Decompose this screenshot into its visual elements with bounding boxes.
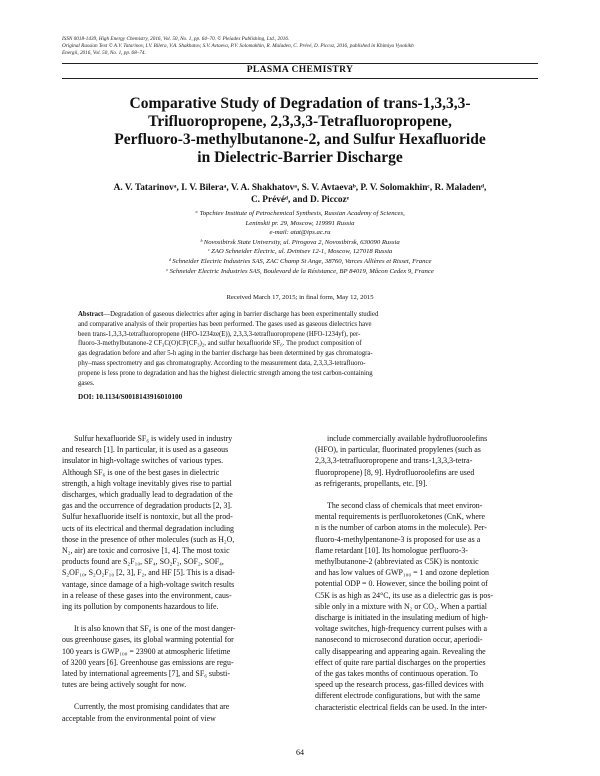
title-line: in Dielectric-Barrier Discharge — [197, 149, 403, 166]
body-text-line: Sulfur hexafluoride SF₆ is widely used in industry — [74, 434, 233, 443]
header-line: Original Russian Text © A.V. Tatarinov, I.V. Bilera, V.A. Shakhatov, S.V. Avtaeva, P.V. Solomakhin, R. Maladen, C. Prévé, D. Piccoz, 2016, published in Khimiya Vysokikh — [62, 43, 414, 49]
affiliation-line: Leninskii pr. 29, Moscow, 119991 Russia — [245, 219, 355, 227]
body-text-line: The second class of chemicals that meet environ- — [327, 501, 483, 511]
affiliation-email: e-mail: atat@ips.ac.ru — [269, 229, 331, 237]
body-text-line: ing its pollution by components hazardous to life. — [62, 602, 219, 612]
body-text-line: cally disappearing and appearing again. Revealing the — [315, 646, 486, 656]
affiliation-line: ᵈ Schneider Electric Industries SAS, ZAC Champ St Ange, 38760, Varces Allières et Risset, France — [168, 257, 432, 265]
affiliation-line: ᶜ ZAO Schneider Electric, ul. Dvintsev 12-1, Moscow, 127018 Russia — [207, 248, 393, 256]
body-text-line: methylbutanone-2 (abbreviated as C5K) is nontoxic — [315, 557, 479, 567]
abstract-line: been trans-1,3,3,3-tetrafluoropropene (HFO-1234ze(E)), 2,3,3,3-tetrafluoropropene (HFO-1234yf), per- — [78, 330, 361, 338]
paragraph-gap — [62, 690, 280, 701]
body-text-line: vantage, since damage of a high-voltage switch results — [62, 579, 235, 589]
doi: DOI: 10.1134/S0018143916010100 — [78, 393, 183, 401]
author-list — [62, 182, 538, 206]
body-text-line: include commercially available hydrofluoroolefins — [327, 434, 488, 443]
body-text-line: as refrigerants, propellants, etc. [9]. — [315, 478, 428, 488]
body-column-left — [62, 433, 280, 724]
author-line: A. V. Tatarinovᵃ, I. V. Bileraᵃ, V. A. Shakhatovᵃ, S. V. Avtaevaᵇ, P. V. Solomakhinᶜ, R. Maladenᵈ, — [113, 183, 487, 193]
body-text-line: 2,3,3,3-tetrafluoropropene and trans-1,3,3,3-tetra- — [315, 456, 473, 466]
body-text-line: 100 years is GWP₁₀₀ = 23900 at atmospheric lifetime — [62, 646, 231, 656]
abstract-label: Abstract — [78, 311, 104, 318]
body-text-line: those in the presence of other molecules (such as H₂O, — [62, 534, 235, 544]
body-text-line: nanosecond to microsecond duration occur, aperiodi- — [315, 635, 483, 645]
affiliations — [62, 209, 538, 276]
body-text-line: discharges, which gradually lead to degradation of the — [62, 490, 233, 500]
title-line: Perfluoro-3-methylbutanone-2, and Sulfur Hexafluoride — [114, 131, 486, 148]
body-text-line: Currently, the most promising candidates that are — [74, 702, 230, 712]
section-title: PLASMA CHEMISTRY — [246, 65, 354, 75]
abstract — [78, 310, 524, 388]
body-text-line: n is the number of carbon atoms in the molecule). Per- — [315, 523, 487, 533]
section-rule-bottom — [62, 78, 538, 79]
body-text-line: ucts of its electrical and thermal degradation including — [62, 523, 234, 533]
abstract-line: propene is less prone to degradation and has the highest dielectric strength among the test carbon-containing — [78, 369, 373, 377]
title-line: Trifluoropropene, 2,3,3,3-Tetrafluoropropene, — [148, 113, 452, 130]
body-text-line: characteristic electrical fields can be used. In the inter- — [315, 702, 488, 712]
body-text-line: voltage switches, high-frequency current pulses with a — [315, 624, 488, 634]
abstract-line: fluoro-3-methylbutanone-2 CF₃C(O)CF(CF₃)₂, and sulfur hexafluoride SF₆. The product composition of — [78, 340, 362, 348]
affiliation-line: ᵃ Topchiev Institute of Petrochemical Synthesis, Russian Academy of Sciences, — [195, 210, 405, 217]
body-text-line: (HFO), in particular, fluorinated propylenes (such as — [315, 445, 481, 455]
abstract-line: gas degradation before and after 5-h aging in the barrier discharge has been determined by gas chromatogra- — [78, 350, 373, 358]
body-text-line: strength, a high voltage inevitably gives rise to partial — [62, 478, 232, 488]
author-line: C. Prévéᵈ, and D. Piccozᵉ — [250, 195, 350, 205]
body-text-line: fluoro-4-methylpentanone-3 is proposed for use as a — [315, 534, 481, 544]
body-text-line: S₂OF₁₀, S₂O₂F₁₀ [2, 3], F₂, and HF [5]. This is a disad- — [62, 568, 235, 578]
body-text-line: It is also known that SF₆ is one of the most danger- — [74, 624, 236, 634]
paragraph-gap — [315, 489, 533, 500]
body-text-line: discharge is initiated in the insulating medium of high- — [315, 613, 488, 623]
received-dates: Received March 17, 2015; in final form, May 12, 2015 — [226, 294, 374, 301]
body-text-line: speed up the research process, gas-filled devices with — [315, 680, 484, 690]
body-text-line: tutes are being actively sought for now. — [62, 680, 187, 690]
body-text-line: products found are S₂F₁₀, SF₄, SO₂F₂, SOF₂, SOF₄, — [62, 557, 224, 567]
body-text-line: acceptable from the environmental point of view — [62, 713, 216, 723]
body-text-line: Sulfur hexafluoride itself is nontoxic, but all the prod- — [62, 512, 233, 522]
body-text-line: sible only in a mixture with N₂ or CO₂. When a partial — [315, 601, 487, 611]
abstract-line: —Degradation of gaseous dielectrics after aging in barrier discharge has been experimentally studied — [103, 311, 379, 318]
body-text-line: of 3200 years [6]. Greenhouse gas emissions are regu- — [62, 657, 234, 667]
body-text-line: flame retardant [10]. Its homologue perfluoro-3- — [315, 545, 468, 555]
header-line: Energii, 2016, Vol. 50, No. 1, pp. 68–74. — [62, 50, 146, 56]
body-text-line: C5K is as high as 24°C, its use as a dielectric gas is pos- — [315, 590, 494, 600]
paragraph-gap — [62, 612, 280, 623]
body-text-line: and has low values of GWP₁₀₀ = 1 and ozone depletion — [315, 568, 489, 578]
journal-header — [62, 36, 538, 57]
affiliation-line: ᵉ Schneider Electric Industries SAS, Boulevard de la Résistance, BP 84019, Mâcon Cedex 9, France — [166, 267, 434, 275]
body-text-line: mental requirements is perfluoroketones (CnK, where — [315, 512, 486, 522]
body-text-line: Although SF₆ is one of the best gases in dielectric — [62, 467, 220, 477]
body-text-line: N₂, air) are toxic and corrosive [1, 4]. The most toxic — [62, 546, 230, 556]
abstract-line: gases. — [78, 379, 95, 387]
body-text-line: effect of quite rare partial discharges on the properties — [315, 657, 486, 667]
title-line: Comparative Study of Degradation of trans-1,3,3,3- — [129, 95, 471, 112]
abstract-line: and comparative analysis of their properties has been performed. The gases used as gaseous dielectrics have — [78, 320, 372, 328]
page-number: 64 — [296, 748, 304, 757]
body-text-line: in a release of these gases into the environment, caus- — [62, 590, 232, 600]
article-title — [62, 95, 538, 167]
body-text-line: lated by international agreements [7], and SF₆ substi- — [62, 669, 230, 679]
body-text-line: and research [1]. In particular, it is used as a gaseous — [62, 445, 229, 455]
body-column-right — [315, 433, 533, 713]
body-text-line: different electrode configurations, but with the same — [315, 691, 481, 701]
header-line: ISSN 0018-1439, High Energy Chemistry, 2016, Vol. 50, No. 1, pp. 64–70. © Pleiades Publishing, Ltd., 2016. — [62, 36, 290, 42]
body-text-line: gas and the occurrence of degradation products [2, 3]. — [62, 501, 233, 511]
body-text-line: fluoropropene) [8, 9]. Hydrofluoroolefins are used — [315, 467, 475, 477]
body-text-line: of the gas takes months of continuous operation. To — [315, 669, 479, 679]
abstract-line: phy–mass spectrometry and gas chromatography. According to the measurement data, 2,3,3,3-tetrafluoro- — [78, 359, 366, 367]
body-text-line: insulator in high-voltage switches of various types. — [62, 456, 224, 466]
affiliation-line: ᵇ Novosibirsk State University, ul. Pirogova 2, Novosibirsk, 630090 Russia — [200, 238, 400, 246]
body-text-line: ous greenhouse gases, its global warming potential for — [62, 635, 234, 645]
body-text-line: potential ODP = 0. However, since the boiling point of — [315, 579, 488, 589]
section-rule-top — [62, 63, 538, 64]
